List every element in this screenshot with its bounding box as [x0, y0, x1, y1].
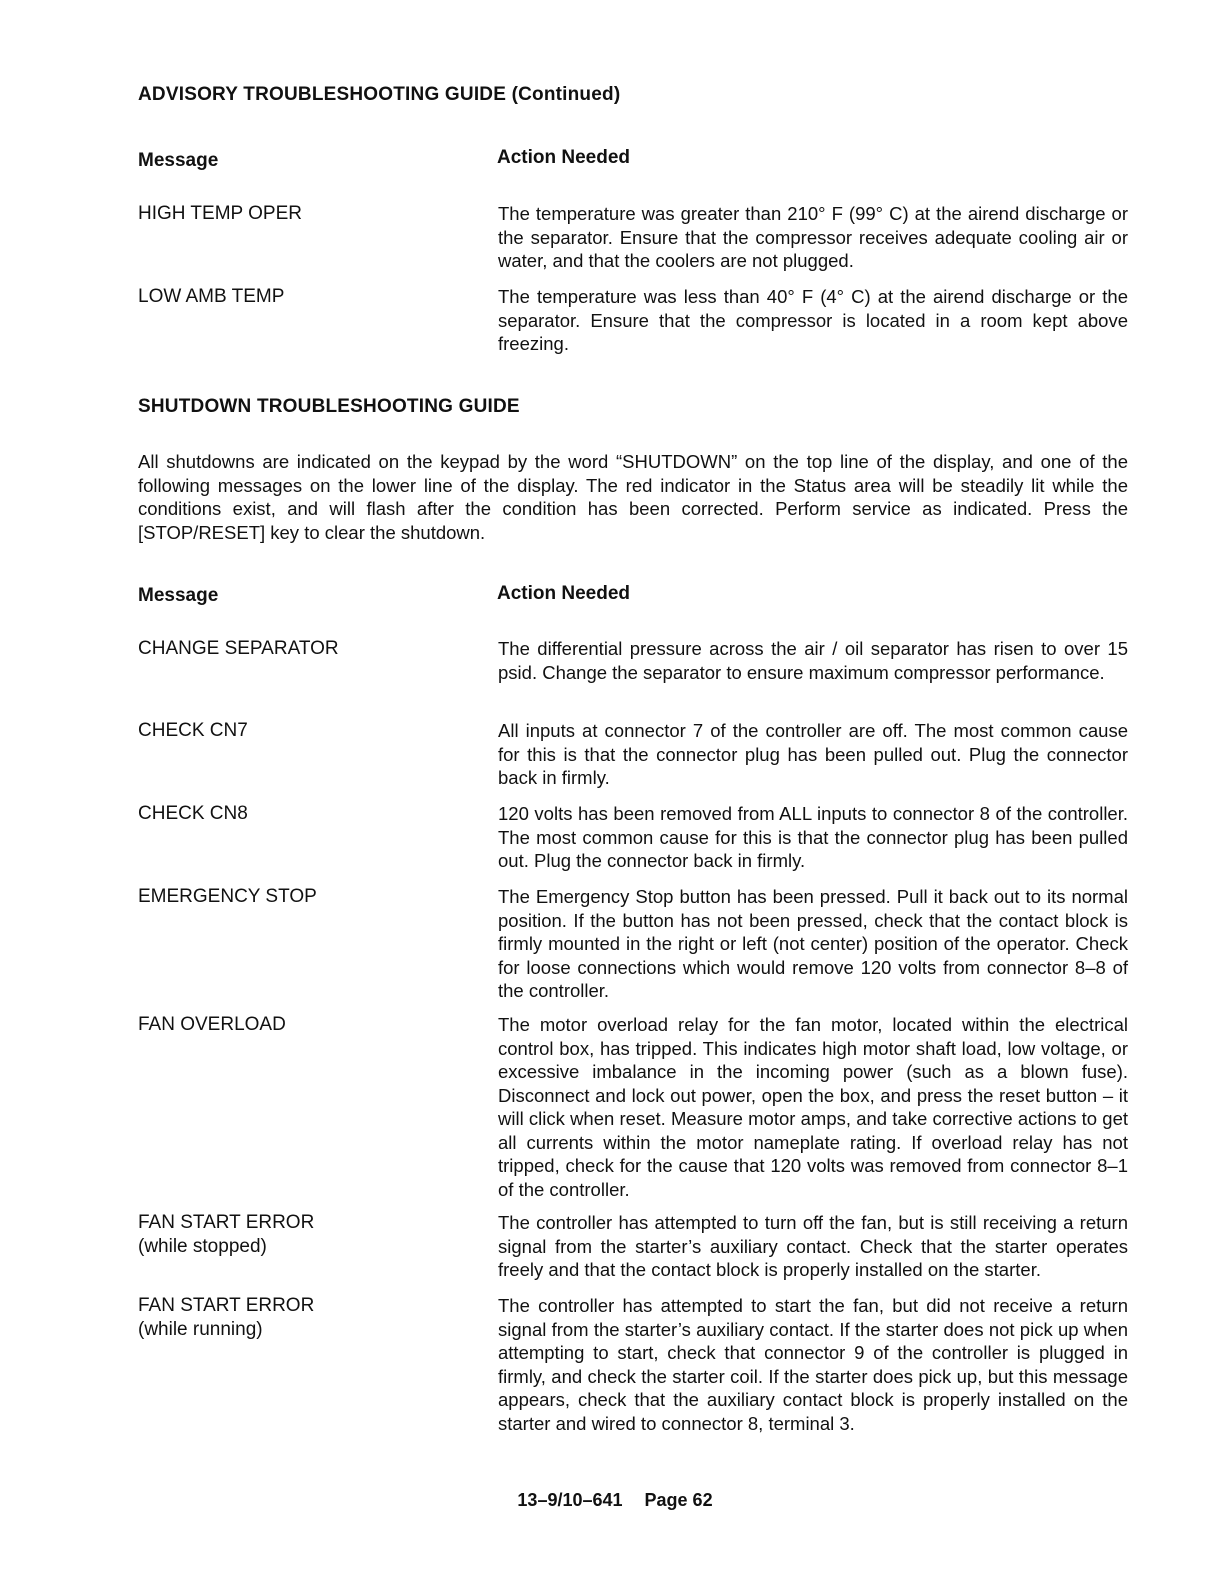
shutdown-guide-title: SHUTDOWN TROUBLESHOOTING GUIDE [138, 396, 520, 417]
shutdown-message-text: FAN START ERROR [138, 1295, 315, 1316]
shutdown-action: The Emergency Stop button has been pressed. Pull it back out to its normal position. If the button has not been pressed, check that the contact block is firmly mounted in the right or left (not center) position of the operator. Check for loose connections which would remove 120 volts from connector 8–8 of the controller. [498, 886, 1128, 1001]
shutdown-action-column-header: Action Needed [497, 583, 631, 604]
shutdown-message [138, 802, 478, 826]
shutdown-intro-paragraph: All shutdowns are indicated on the keypad by the word “SHUTDOWN” on the top line of the display, and one of the following messages on the lower line of the display. The red indicator in the Status area will be steadily lit while the conditions exist, and will flash after the condition has been corrected. Perform service as indicated. Press the [STOP/RESET] key to clear the shutdown. [138, 451, 1128, 543]
shutdown-message-text: EMERGENCY STOP [138, 886, 317, 907]
shutdown-message-qualifier: (while running) [138, 1318, 263, 1340]
shutdown-message-column-header: Message [138, 585, 219, 606]
shutdown-action: The motor overload relay for the fan motor, located within the electrical control box, has tripped. This indicates high motor shaft load, low voltage, or excessive imbalance in the incoming power (such as a blown fuse). Disconnect and lock out power, open the box, and press the reset button – it will click when reset. Measure motor amps, and take corrective actions to get all currents within the motor nameplate rating. If overload relay has not tripped, check for the cause that 120 volts was removed from connector 8–1 of the controller. [498, 1014, 1128, 1200]
shutdown-action: The differential pressure across the air / oil separator has risen to over 15 psid. Change the separator to ensure maximum compressor performance. [498, 638, 1128, 683]
shutdown-message [138, 637, 478, 661]
shutdown-message-text: CHANGE SEPARATOR [138, 638, 339, 659]
shutdown-action: All inputs at connector 7 of the controller are off. The most common cause for this is that the connector plug has been pulled out. Plug the connector back in firmly. [498, 720, 1128, 788]
shutdown-message-text: FAN START ERROR [138, 1212, 315, 1233]
shutdown-message [138, 885, 478, 909]
advisory-action-column-header: Action Needed [497, 147, 631, 168]
shutdown-message [138, 1013, 478, 1037]
shutdown-message-text: FAN OVERLOAD [138, 1014, 286, 1035]
shutdown-action: 120 volts has been removed from ALL inputs to connector 8 of the controller. The most common cause for this is that the connector plug has been pulled out. Plug the connector back in firmly. [498, 803, 1128, 871]
advisory-action: The temperature was less than 40° F (4° C) at the airend discharge or the separator. Ensure that the compressor is located in a room kept above freezing. [498, 286, 1128, 354]
advisory-guide-title: ADVISORY TROUBLESHOOTING GUIDE (Continued) [138, 84, 621, 105]
advisory-action: The temperature was greater than 210° F (99° C) at the airend discharge or the separator. Ensure that the compressor receives adequate cooling air or water, and that the coolers are not plugged. [498, 203, 1128, 271]
shutdown-message [138, 1211, 478, 1258]
shutdown-message-text: CHECK CN8 [138, 803, 248, 824]
advisory-message: HIGH TEMP OPER [138, 203, 302, 224]
page-number: Page 62 [644, 1490, 713, 1510]
shutdown-message [138, 1294, 478, 1341]
advisory-message: LOW AMB TEMP [138, 286, 285, 307]
shutdown-message-qualifier: (while stopped) [138, 1235, 267, 1257]
document-number: 13–9/10–641 [517, 1490, 623, 1510]
shutdown-message-text: CHECK CN7 [138, 720, 248, 741]
page-footer [0, 1490, 1230, 1511]
shutdown-action: The controller has attempted to turn off the fan, but is still receiving a return signal from the starter’s auxiliary contact. Check that the starter operates freely and that the contact block is properly installed on the starter. [498, 1212, 1128, 1280]
shutdown-message [138, 719, 478, 743]
advisory-message-column-header: Message [138, 150, 219, 171]
shutdown-action: The controller has attempted to start the fan, but did not receive a return signal from the starter’s auxiliary contact. If the starter does not pick up when attempting to start, check that connector 9 of the controller is plugged in firmly, and check the starter coil. If the starter does pick up, but this message appears, check that the auxiliary contact block is properly installed on the starter and wired to connector 8, terminal 3. [498, 1295, 1128, 1434]
